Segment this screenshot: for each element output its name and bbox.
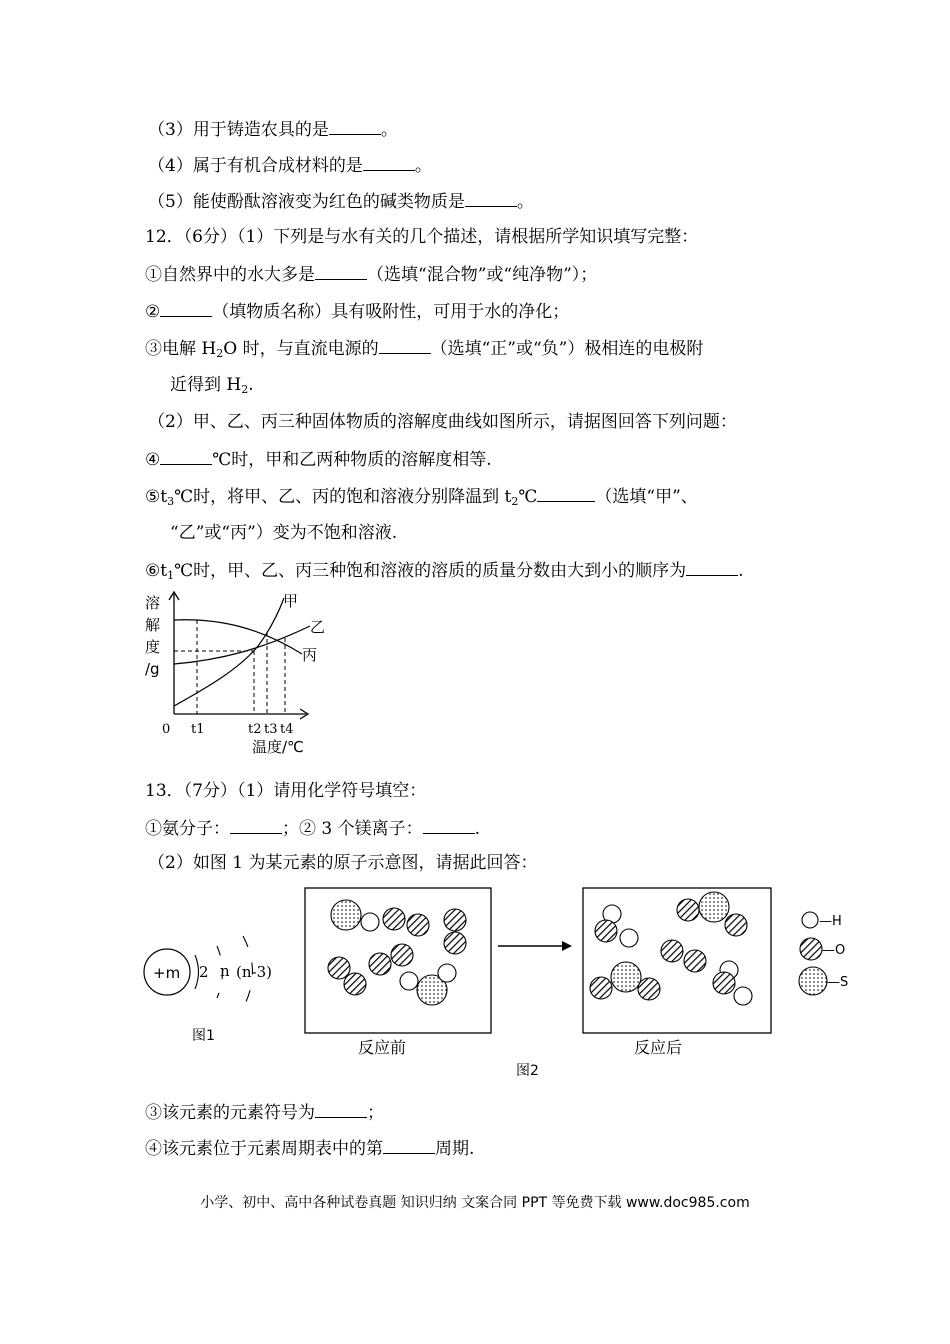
shell-1-count: 2 bbox=[199, 963, 209, 981]
answer-blank[interactable] bbox=[423, 817, 475, 834]
reaction-arrow-head bbox=[562, 941, 572, 951]
q11-item4: （4）属于有机合成材料的是 。 bbox=[148, 156, 432, 176]
y-axis-label-4: /g bbox=[145, 660, 160, 678]
q12-s6: $⑥t_1℃$时，甲、乙、丙三种饱和溶液的溶质的质量分数由大到小的顺序为 . bbox=[145, 561, 744, 582]
q12-s5-line2: “乙”或“丙”）变为不饱和溶液. bbox=[170, 523, 398, 543]
q11-item3-text: （3）用于铸造农具的是 bbox=[148, 120, 329, 140]
before-molecules bbox=[328, 900, 466, 1005]
origin-label: 0 bbox=[162, 722, 171, 737]
legend-o-label: —O bbox=[822, 943, 846, 958]
after-label: 反应后 bbox=[634, 1038, 683, 1057]
answer-blank[interactable] bbox=[686, 559, 738, 576]
x-axis-label: 温度/℃ bbox=[252, 738, 304, 756]
q12-s2: ② （填物质名称）具有吸附性，可用于水的净化； bbox=[145, 302, 570, 322]
q11-item5: （5）能使酚酞溶液变为红色的碱类物质是 。 bbox=[148, 192, 534, 212]
q12-s5: $⑤t_3℃$时，将甲、乙、丙的饱和溶液分别降温到 $t_2℃$ （选填“甲”、 bbox=[145, 487, 698, 508]
q12-s3: ③电解 $H_2O$ 时，与直流电源的 （选填“正”或“负”）极相连的电极附 bbox=[145, 339, 704, 360]
q13-title: 13．（7分）（1）请用化学符号填空： bbox=[145, 781, 427, 801]
y-axis-label-3: 度 bbox=[145, 638, 161, 656]
page-footer: 小学、初中、高中各种试卷真题 知识归纳 文案合同 PPT 等免费下载 www.doc985.com bbox=[200, 1195, 750, 1211]
q11-item5-text: （5）能使酚酞溶液变为红色的碱类物质是 bbox=[148, 192, 465, 212]
solubility-chart bbox=[140, 588, 340, 758]
answer-blank[interactable] bbox=[379, 337, 431, 354]
answer-blank[interactable] bbox=[363, 154, 415, 171]
tick-t1: t1 bbox=[191, 722, 205, 737]
legend-h-label: —H bbox=[819, 914, 842, 929]
q11-item4-text: （4）属于有机合成材料的是 bbox=[148, 156, 363, 176]
fig1-caption: 图1 bbox=[192, 1028, 215, 1044]
atom-diagram bbox=[140, 920, 300, 1050]
answer-blank[interactable] bbox=[160, 300, 212, 317]
shell-2-count: n bbox=[220, 962, 230, 980]
q13-s3: ③该元素的元素符号为 ； bbox=[145, 1103, 384, 1123]
curve-bing bbox=[174, 620, 302, 654]
before-label: 反应前 bbox=[358, 1038, 407, 1057]
answer-blank[interactable] bbox=[329, 118, 381, 135]
fig2-caption: 图2 bbox=[516, 1063, 539, 1079]
curve-yi bbox=[174, 626, 310, 664]
legend-o-atom bbox=[800, 938, 822, 960]
answer-blank[interactable] bbox=[230, 817, 282, 834]
label-bing: 丙 bbox=[302, 646, 318, 664]
shell-3-count: (n-3) bbox=[236, 963, 272, 981]
reaction-diagram bbox=[300, 880, 880, 1080]
y-axis-label-2: 解 bbox=[145, 616, 161, 634]
legend-h-atom bbox=[802, 912, 818, 928]
q13-s1: ①氨分子： ；② 3 个镁离子： . bbox=[145, 819, 481, 839]
answer-blank[interactable] bbox=[315, 1101, 367, 1118]
answer-blank[interactable] bbox=[465, 190, 517, 207]
after-molecules bbox=[590, 892, 752, 1005]
q11-item3: （3）用于铸造农具的是 。 bbox=[148, 120, 398, 140]
nucleus-charge: +m bbox=[153, 964, 181, 982]
legend-s-atom bbox=[799, 967, 827, 995]
answer-blank[interactable] bbox=[383, 1137, 435, 1154]
q13-p2: （2）如图 1 为某元素的原子示意图，请据此回答： bbox=[148, 853, 538, 873]
label-yi: 乙 bbox=[310, 618, 326, 636]
q12-title: 12．（6分）（1）下列是与水有关的几个描述，请根据所学知识填写完整： bbox=[145, 227, 699, 247]
legend-s-label: —S bbox=[827, 975, 849, 990]
q12-p2: （2）甲、乙、丙三种固体物质的溶解度曲线如图所示，请据图回答下列问题： bbox=[148, 412, 737, 432]
answer-blank[interactable] bbox=[537, 485, 595, 502]
q12-s3-line2: 近得到 $H_2$. bbox=[170, 375, 254, 396]
tick-t4: t4 bbox=[280, 722, 294, 737]
label-jia: 甲 bbox=[283, 592, 299, 610]
q12-s4: ④ ℃时，甲和乙两种物质的溶解度相等. bbox=[145, 450, 492, 470]
answer-blank[interactable] bbox=[315, 263, 367, 280]
q12-s1: ①自然界中的水大多是 （选填“混合物”或“纯净物”）； bbox=[145, 265, 598, 285]
q13-s4: ④该元素位于元素周期表中的第 周期. bbox=[145, 1139, 475, 1159]
tick-t3: t3 bbox=[264, 722, 278, 737]
answer-blank[interactable] bbox=[160, 448, 212, 465]
shell-1 bbox=[195, 955, 199, 989]
y-axis-label-1: 溶 bbox=[145, 594, 161, 612]
tick-t2: t2 bbox=[248, 722, 262, 737]
